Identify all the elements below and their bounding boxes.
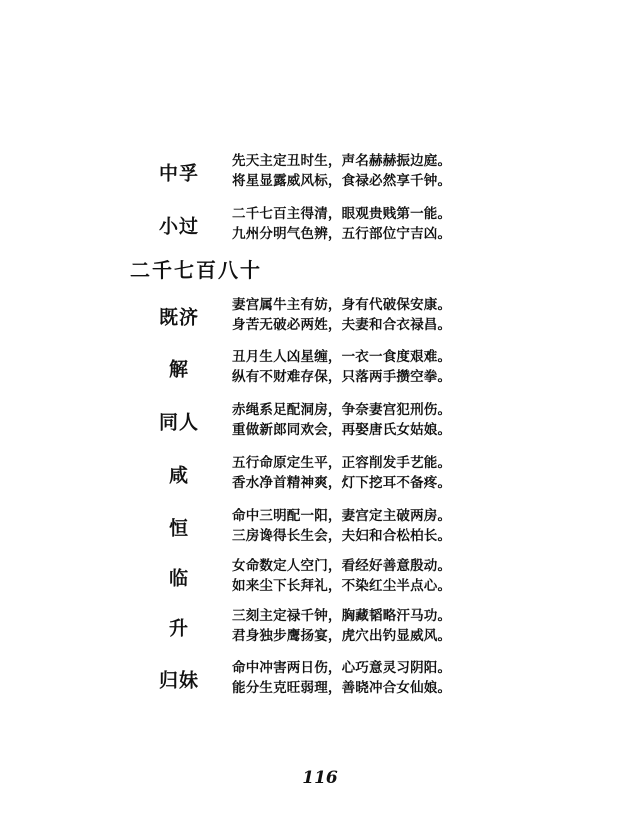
entry-line-2: 重做新郎同欢会，再娶唐氏女姑娘。: [232, 422, 452, 438]
entry-name: 既济: [158, 306, 199, 329]
entry-name: 解: [168, 358, 189, 381]
entry-name: 升: [168, 617, 189, 640]
entry-lin: [0, 555, 640, 599]
entry-line-1: 妻宫属牛主有妨，身有代破保安康。: [232, 297, 452, 313]
entry-line-2: 如来尘下长拜礼，不染红尘半点心。: [232, 578, 452, 594]
entry-jie: [0, 346, 640, 390]
entry-sheng: [0, 605, 640, 649]
entry-name: 归妹: [158, 669, 199, 692]
entry-name: 同人: [158, 411, 199, 434]
entry-tongren: [0, 399, 640, 443]
entry-line-1: 赤绳系足配洞房，争奈妻宫犯刑伤。: [232, 402, 452, 418]
entry-jiji: [0, 294, 640, 338]
entry-name: 中孚: [158, 162, 199, 185]
entry-line-2: 香水净首精神爽，灯下挖耳不备疼。: [232, 475, 452, 491]
entry-line-2: 君身独步鹰扬宴，虎穴出钓显威风。: [232, 628, 452, 644]
entry-line-1: 女命数定人空门，看经好善意殷动。: [232, 558, 452, 574]
entry-xiaoguo: [0, 203, 640, 247]
entry-guimei: [0, 657, 640, 701]
entry-line-2: 将星显露威风标，食禄必然享千钟。: [232, 173, 452, 189]
entry-name: 临: [168, 567, 189, 590]
entry-line-1: 二千七百主得清，眼观贵贱第一能。: [232, 206, 452, 222]
entry-name: 咸: [168, 464, 189, 487]
entry-line-1: 三刻主定禄千钟，胸藏韬略汗马功。: [232, 608, 452, 624]
entry-line-1: 命中冲害两日伤，心巧意灵习阴阳。: [232, 660, 452, 676]
entry-xian: [0, 452, 640, 496]
entry-line-2: 能分生克旺弱理，善晓冲合女仙娘。: [232, 680, 452, 696]
entry-line-2: 三房谗得长生会，夫妇和合松柏长。: [232, 528, 452, 544]
entry-name: 恒: [168, 517, 189, 540]
entry-line-1: 五行命原定生平，正容削发手艺能。: [232, 455, 452, 471]
section-heading: 二千七百八十: [130, 258, 262, 282]
entry-line-2: 九州分明气色辨，五行部位宁吉凶。: [232, 226, 452, 242]
entry-line-2: 纵有不财难存保，只落两手攒空拳。: [232, 369, 452, 385]
page-number: 116: [302, 768, 338, 788]
entry-line-1: 丑月生人凶星缠，一衣一食度艰难。: [232, 349, 452, 365]
entry-name: 小过: [158, 215, 199, 238]
entry-line-1: 先天主定丑时生，声名赫赫振边庭。: [232, 153, 452, 169]
entry-heng: [0, 505, 640, 549]
entry-zhongfu: [0, 150, 640, 194]
entry-line-2: 身苦无破必两姓，夫妻和合衣禄昌。: [232, 317, 452, 333]
entry-line-1: 命中三明配一阳，妻宫定主破两房。: [232, 508, 452, 524]
